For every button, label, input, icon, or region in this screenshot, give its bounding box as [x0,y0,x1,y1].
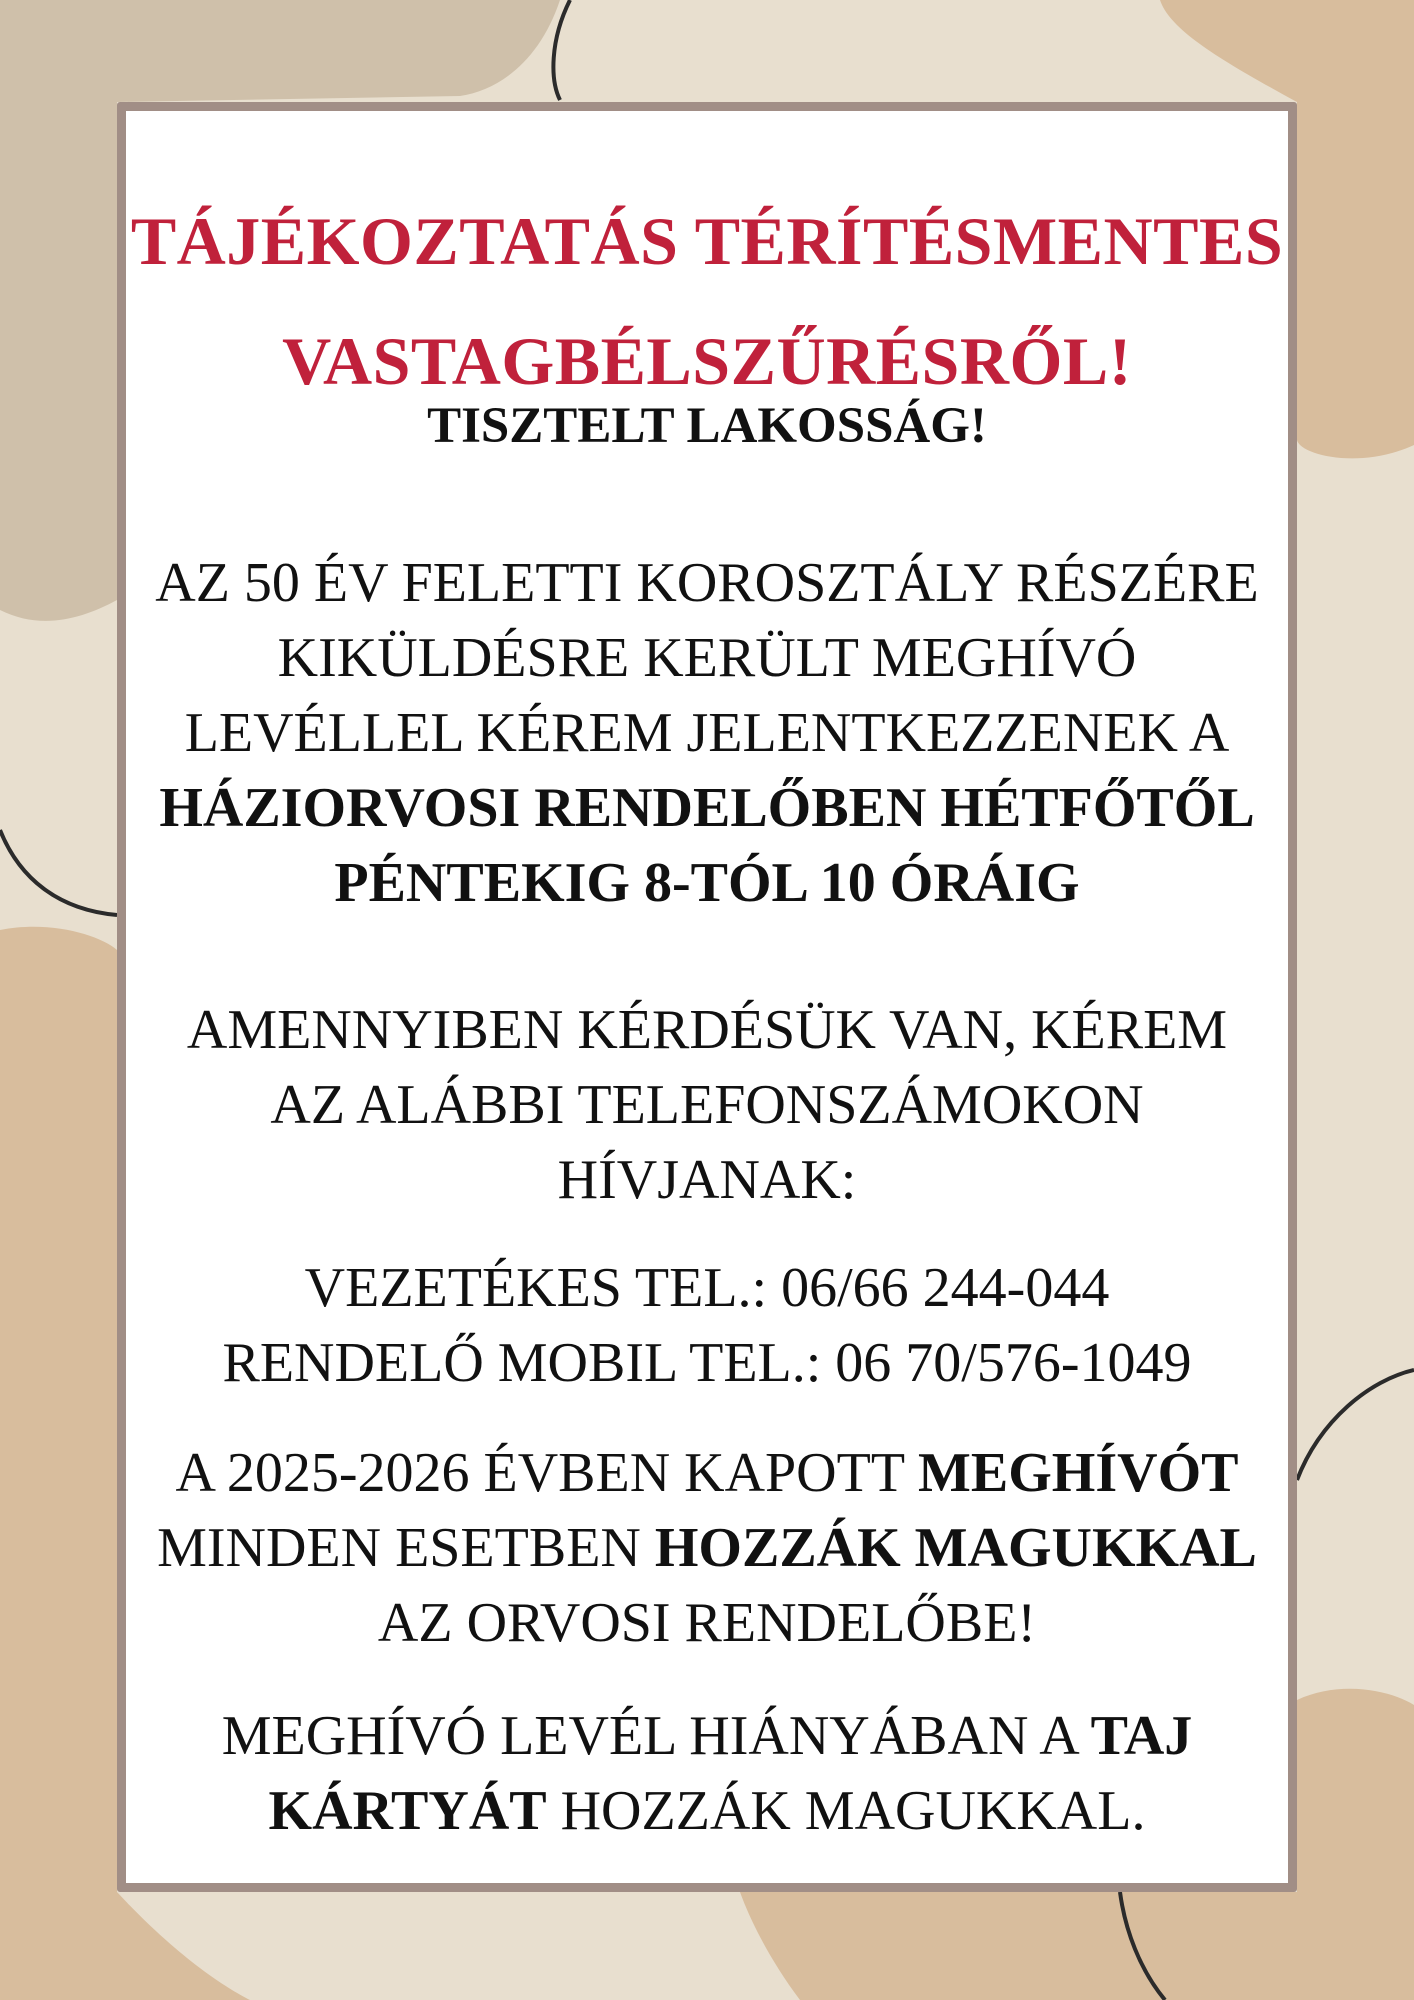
invitation-paragraph [126,546,1288,921]
title-line-2: VASTAGBÉLSZŰRÉSRŐL! [282,323,1132,399]
title-line-1: TÁJÉKOZTATÁS TÉRÍTÉSMENTES [130,203,1284,279]
questions-line-2: AZ ALÁBBI TELEFONSZÁMOKON [270,1074,1144,1136]
invitation-line-2: KIKÜLDÉSRE KERÜLT MEGHÍVÓ [277,627,1137,689]
invitation-line-3: LEVÉLLEL KÉREM JELENTKEZZENEK A [184,702,1230,764]
bring-line-1-bold: MEGHÍVÓT [918,1442,1239,1504]
notice-card [117,102,1297,1892]
notice-title [126,181,1288,421]
missing-line-2-bold: KÁRTYÁT [268,1780,547,1842]
missing-line-1-bold: TAJ [1090,1705,1193,1767]
phones-paragraph [126,1251,1288,1401]
missing-line-2-text: HOZZÁK MAGUKKAL. [546,1780,1146,1842]
bring-line-3: AZ ORVOSI RENDELŐBE! [377,1592,1037,1654]
missing-line-1-text: MEGHÍVÓ LEVÉL HIÁNYÁBAN A [221,1705,1091,1767]
invitation-line-4: HÁZIORVOSI RENDELŐBEN HÉTFŐTŐL [159,777,1255,839]
bring-line-2-bold: HOZZÁK MAGUKKAL [654,1517,1257,1579]
questions-line-3: HÍVJANAK: [557,1149,857,1211]
questions-line-1: AMENNYIBEN KÉRDÉSÜK VAN, KÉREM [186,999,1228,1061]
bring-line-2-text: MINDEN ESETBEN [157,1517,655,1579]
bring-line-2 [126,1511,1288,1586]
invitation-line-1: AZ 50 ÉV FELETTI KOROSZTÁLY RÉSZÉRE [155,552,1259,614]
bring-invitation-paragraph [126,1436,1288,1661]
invitation-line-5: PÉNTEKIG 8-TÓL 10 ÓRÁIG [334,852,1080,914]
missing-line-2 [126,1774,1288,1849]
bring-line-1 [126,1436,1288,1511]
landline-phone: VEZETÉKES TEL.: 06/66 244-044 [304,1257,1110,1319]
questions-paragraph [126,993,1288,1218]
missing-line-1 [126,1699,1288,1774]
greeting: TISZTELT LAKOSSÁG! [427,398,987,454]
mobile-phone: RENDELŐ MOBIL TEL.: 06 70/576-1049 [222,1332,1192,1394]
bring-line-1-text: A 2025-2026 ÉVBEN KAPOTT [175,1442,919,1504]
missing-letter-paragraph [126,1699,1288,1849]
